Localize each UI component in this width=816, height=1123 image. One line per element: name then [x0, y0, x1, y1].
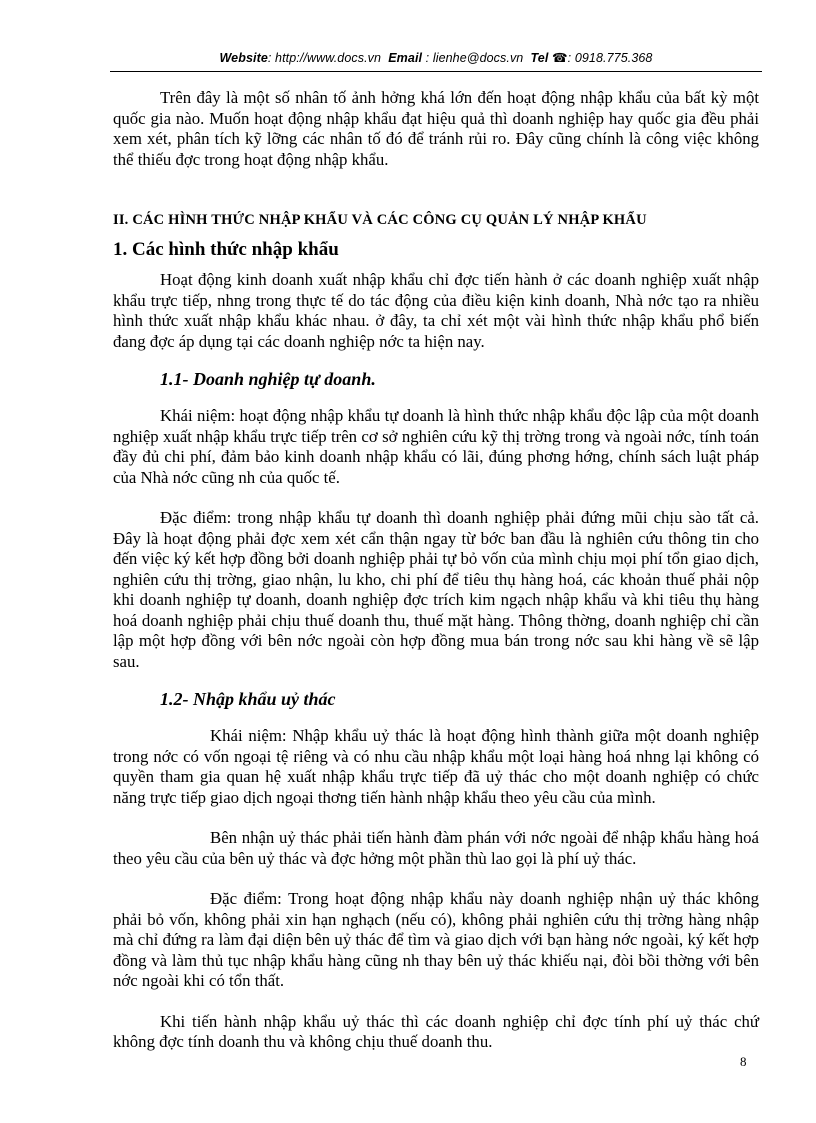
page-header: [110, 50, 762, 65]
website-label: Website: [219, 51, 268, 65]
tel-value: : 0918.775.368: [567, 51, 653, 65]
paragraph-fee: Khi tiến hành nhập khẩu uỷ thác thì các doanh nghiệp chỉ đợc tính phí uỷ thác chứ không đợc tính doanh thu và không chịu thuế doanh thu.: [113, 1011, 759, 1051]
paragraph-feature-entrusted: Đặc điểm: Trong hoạt động nhập khẩu này doanh nghiệp nhận uỷ thác không phải bỏ vốn, không phải xin hạn nghạch (nếu có), không phải nghiên cứu thị trờng hàng nhập mà chỉ đứng ra làm đại diện bên uỷ thác để tìm và giao dịch với bạn hàng nớc ngoài, ký kết hợp đồng và làm thủ tục nhập khẩu hàng cũng nh thay bên uỷ thác khiếu nại, đòi bồi thờng với bên nớc ngoài khi có tổn thất.: [113, 889, 759, 990]
paragraph-concept-self-business: Khái niệm: hoạt động nhập khẩu tự doanh là hình thức nhập khẩu độc lập của một doanh nghiệp xuất nhập khẩu trực tiếp trên cơ sở nghiên cứu kỹ thị trờng trong và ngoài nớc, tính toán đầy đủ chi phí, đảm bảo kinh doanh nhập khẩu có lãi, đúng phơng hớng, chính sách luật pháp của Nhà nớc cũng nh của quốc tế.: [113, 406, 759, 487]
email-label: Email: [388, 51, 423, 65]
header-rule: [110, 71, 762, 72]
page-body: [113, 88, 759, 1053]
paragraph-forms: Hoạt động kinh doanh xuất nhập khẩu chỉ đợc tiến hành ở các doanh nghiệp xuất nhập khẩu trực tiếp, nhng trong thực tế do tác động của điều kiện kinh doanh, Nhà nớc tạo ra nhiều hình thức xuất nhập khẩu khác nhau. ở đây, ta chỉ xét một vài hình thức nhập khẩu phổ biến đang đợc áp dụng tại các doanh nghiệp nớc ta hiện nay.: [113, 270, 759, 351]
sub-heading-forms: 1. Các hình thức nhập khẩu: [113, 239, 339, 260]
website-value: : http://www.docs.vn: [267, 51, 382, 65]
paragraph-concept-entrusted: Khái niệm: Nhập khẩu uỷ thác là hoạt động hình thành giữa một doanh nghiệp trong nớc có vốn ngoại tệ riêng và có nhu cầu nhập khẩu một loại hàng hoá nhng lại không có quyền tham gia quan hệ xuất nhập khẩu trực tiếp đã uỷ thác cho một doanh nghiệp có chức năng trực tiếp giao dịch ngoại thơng tiến hành nhập khẩu theo yêu cầu của mình.: [113, 726, 759, 807]
tel-label: Tel: [530, 51, 549, 65]
paragraph-intro: Trên đây là một số nhân tố ảnh hởng khá lớn đến hoạt động nhập khẩu của bất kỳ một quốc gia nào. Muốn hoạt động nhập khẩu đạt hiệu quả thì doanh nghiệp hay quốc gia đều phải xem xét, phân tích kỹ lỡng các nhân tố đó để tránh rủi ro. Đây cũng chính là công việc không thể thiếu đợc trong hoạt động nhập khẩu.: [113, 88, 759, 169]
paragraph-receiver: Bên nhận uỷ thác phải tiến hành đàm phán với nớc ngoài để nhập khẩu hàng hoá theo yêu cầu của bên uỷ thác và đợc hởng một phần thù lao gọi là phí uỷ thác.: [113, 828, 759, 868]
page-number: 8: [740, 1054, 747, 1069]
paragraph-feature-self-business: Đặc điểm: trong nhập khẩu tự doanh thì doanh nghiệp phải đứng mũi chịu sào tất cả. Đây là hoạt động phải đợc xem xét cẩn thận ngay từ bớc ban đầu là nghiên cứu thông tin cho đến việc ký kết hợp đồng bởi doanh nghiệp phải tự bỏ vốn của mình chịu mọi phí tổn giao dịch, nghiên cứu thị trờng, giao nhận, lu kho, chi phí để tiêu thụ hàng hoá, các khoản thuế phải nộp khi doanh nghiệp tự doanh, doanh nghiệp đợc trích kim ngạch nhập khẩu và khi tiêu thụ hàng hoá doanh nghiệp phải chịu thuế doanh thu, thuế mặt hàng. Thông thờng, doanh nghiệp chỉ cần lập một hợp đồng với bên nớc ngoài còn hợp đồng mua bán trong nớc sau khi hàng về sẽ lập sau.: [113, 508, 759, 671]
phone-icon: ☎: [552, 51, 568, 65]
section-heading: II. CÁC HÌNH THỨC NHẬP KHẨU VÀ CÁC CÔNG CỤ QUẢN LÝ NHẬP KHẨU: [113, 212, 647, 228]
email-value: : lienhe@docs.vn: [425, 51, 524, 65]
sub-heading-self-business: 1.1- Doanh nghiệp tự doanh.: [160, 369, 376, 389]
sub-heading-entrusted-import: 1.2- Nhập khẩu uỷ thác: [160, 689, 336, 709]
